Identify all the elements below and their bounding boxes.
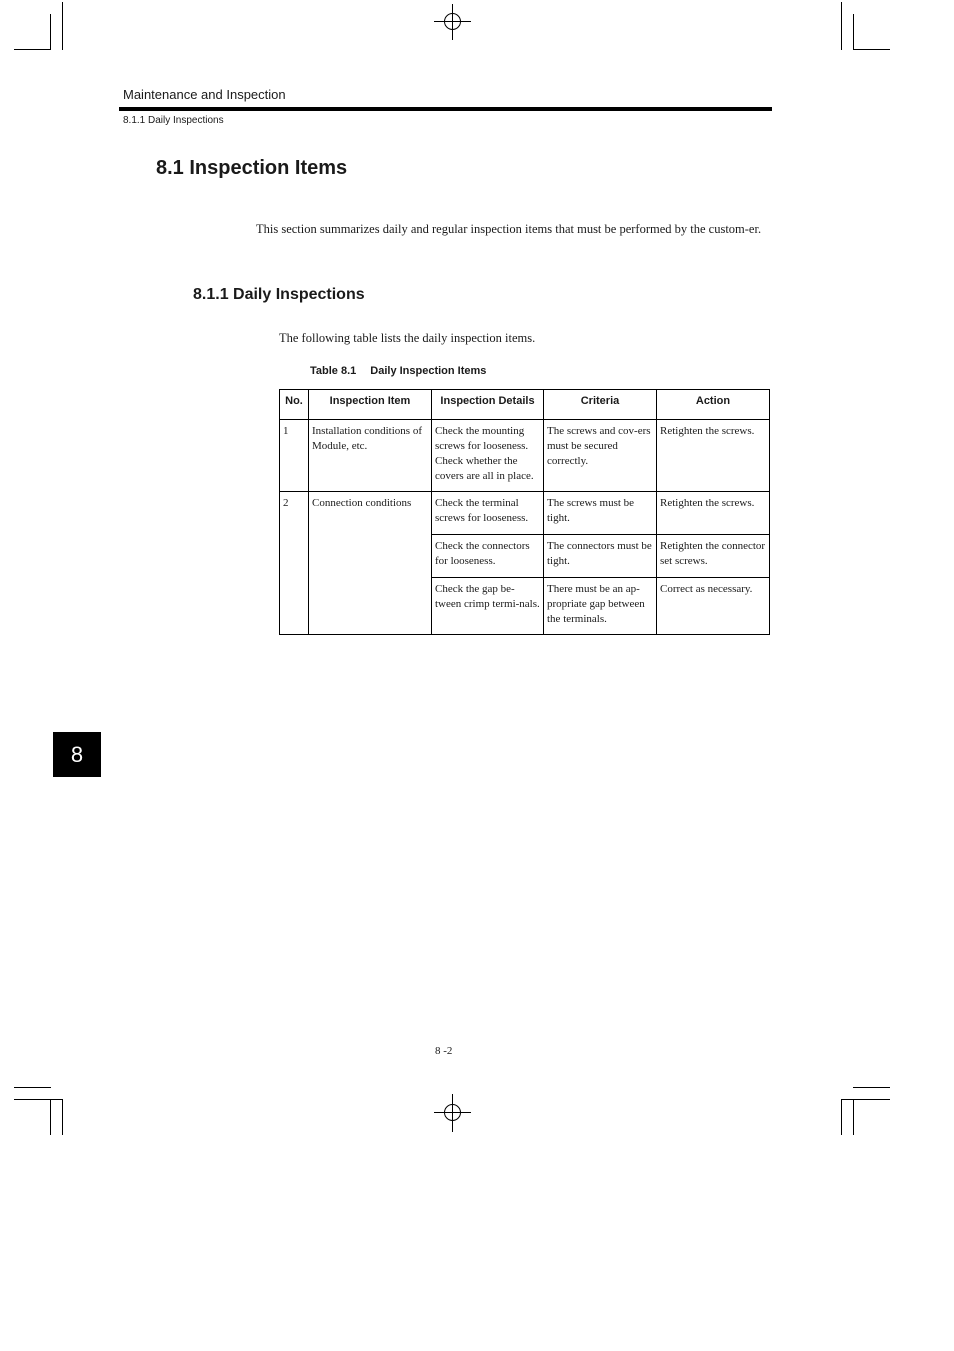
crop-mark bbox=[853, 1087, 890, 1088]
cell-item: Connection conditions bbox=[309, 492, 432, 635]
chapter-tab: 8 bbox=[53, 732, 101, 777]
subsection-lead: The following table lists the daily inspection items. bbox=[279, 331, 536, 345]
cell-no: 2 bbox=[280, 492, 309, 635]
cell-action: Retighten the screws. bbox=[657, 492, 770, 535]
section-title: 8.1 Inspection Items bbox=[156, 157, 348, 179]
crop-mark bbox=[853, 14, 854, 50]
header-inspection-item: Inspection Item bbox=[309, 390, 432, 420]
cell-criteria: The connectors must be tight. bbox=[544, 535, 657, 578]
page-number: 8 -2 bbox=[435, 1045, 453, 1057]
subsection-title: 8.1.1 Daily Inspections bbox=[193, 286, 365, 303]
running-header-title: Maintenance and Inspection bbox=[123, 87, 286, 102]
table-caption-number: Table 8.1 bbox=[310, 365, 357, 377]
table-row bbox=[280, 420, 770, 492]
cell-action: Correct as necessary. bbox=[657, 578, 770, 635]
crop-mark bbox=[841, 2, 842, 50]
cell-details: Check the connectors for looseness. bbox=[432, 535, 544, 578]
registration-mark bbox=[444, 13, 461, 30]
cell-criteria: The screws and cov-ers must be secured correctly. bbox=[544, 420, 657, 492]
crop-mark bbox=[50, 14, 51, 50]
crop-mark bbox=[841, 1099, 842, 1135]
table-caption bbox=[310, 365, 486, 377]
section-intro: This section summarizes daily and regular inspection items that must be performed by the custom-er. bbox=[256, 222, 762, 236]
table-row bbox=[280, 492, 770, 535]
cell-action: Retighten the connector set screws. bbox=[657, 535, 770, 578]
crop-mark bbox=[853, 1099, 854, 1135]
crop-mark bbox=[853, 49, 890, 50]
registration-mark bbox=[444, 1104, 461, 1121]
crop-mark bbox=[14, 1099, 63, 1100]
cell-criteria: The screws must be tight. bbox=[544, 492, 657, 535]
crop-mark bbox=[62, 2, 63, 50]
cell-details: Check the gap be-tween crimp termi-nals. bbox=[432, 578, 544, 635]
header-no: No. bbox=[280, 390, 309, 420]
crop-mark bbox=[14, 1087, 51, 1088]
cell-details: Check the mounting screws for looseness. Check whether the covers are all in place. bbox=[432, 420, 544, 492]
crop-mark bbox=[62, 1099, 63, 1135]
crop-mark bbox=[14, 49, 51, 50]
table-header-row bbox=[280, 390, 770, 420]
header-criteria: Criteria bbox=[544, 390, 657, 420]
running-header-section: 8.1.1 Daily Inspections bbox=[123, 115, 224, 126]
inspection-table bbox=[279, 389, 770, 635]
cell-action: Retighten the screws. bbox=[657, 420, 770, 492]
header-rule bbox=[119, 107, 772, 111]
table-caption-title: Daily Inspection Items bbox=[370, 365, 487, 377]
crop-mark bbox=[841, 1099, 890, 1100]
cell-no: 1 bbox=[280, 420, 309, 492]
crop-mark bbox=[50, 1099, 51, 1135]
cell-details: Check the terminal screws for looseness. bbox=[432, 492, 544, 535]
header-action: Action bbox=[657, 390, 770, 420]
header-inspection-details: Inspection Details bbox=[432, 390, 544, 420]
cell-item: Installation conditions of Module, etc. bbox=[309, 420, 432, 492]
cell-criteria: There must be an ap-propriate gap between the terminals. bbox=[544, 578, 657, 635]
